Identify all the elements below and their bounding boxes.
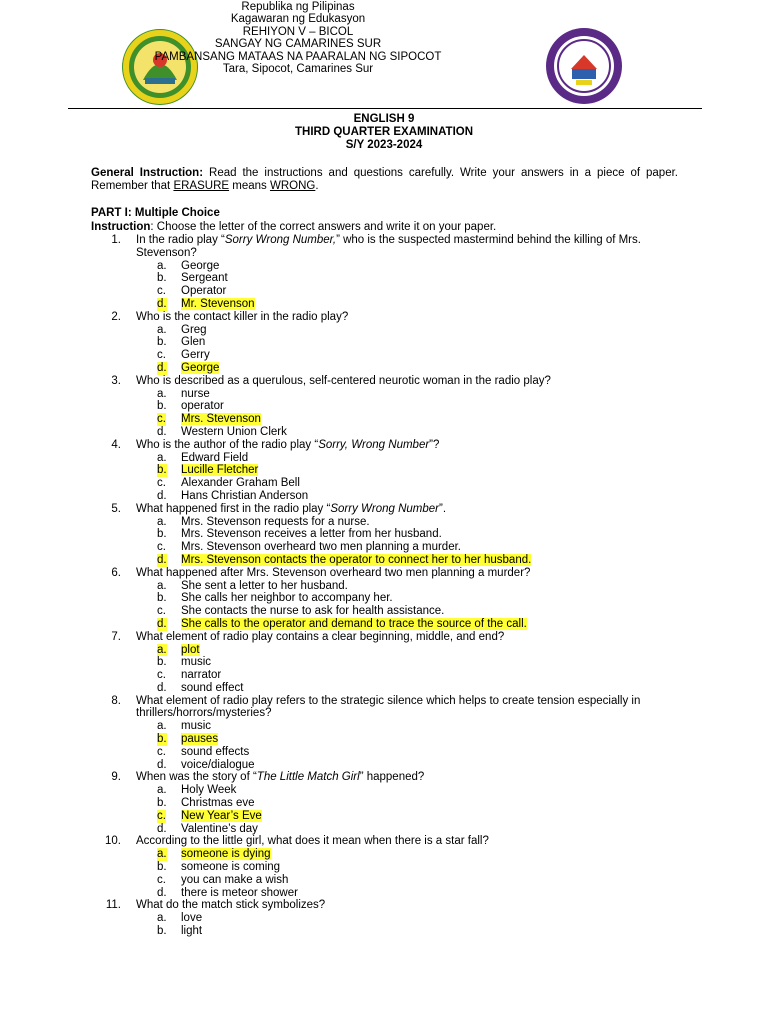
option-letter: d. — [157, 425, 167, 438]
answer-option — [91, 490, 691, 503]
erasure-word: ERASURE — [173, 180, 230, 192]
option-letter: b. — [157, 733, 167, 746]
answer-option-highlighted — [91, 362, 691, 375]
answer-option — [91, 887, 691, 900]
answer-option — [91, 720, 691, 733]
general-instruction — [91, 167, 678, 193]
question-title-italic: Sorry Wrong Number — [330, 502, 439, 515]
option-letter: c. — [157, 413, 166, 426]
option-text: Mrs. Stevenson — [181, 413, 261, 426]
option-letter: c. — [157, 669, 166, 682]
question-number: 3. — [111, 374, 121, 387]
question-4 — [91, 439, 677, 452]
question-number: 11. — [105, 899, 121, 912]
answer-option — [91, 759, 691, 772]
answer-option — [91, 580, 691, 593]
question-text: According to the little girl, what does it mean when there is a star fall? — [136, 835, 489, 848]
answer-option — [91, 541, 691, 554]
option-letter: b. — [157, 656, 167, 669]
question-text: Who is described as a querulous, self-centered neurotic woman in the radio play? — [136, 374, 551, 387]
answer-option-highlighted — [91, 733, 691, 746]
option-letter: a. — [157, 912, 167, 925]
option-text: Alexander Graham Bell — [181, 477, 300, 490]
option-letter: d. — [157, 361, 167, 374]
option-letter: a. — [157, 259, 167, 272]
option-text: She contacts the nurse to ask for health assistance. — [181, 605, 445, 618]
option-text: nurse — [181, 387, 210, 400]
answer-option — [91, 400, 691, 413]
option-text: Western Union Clerk — [181, 425, 287, 438]
option-letter: a. — [157, 720, 167, 733]
option-text: narrator — [181, 669, 222, 682]
answer-option-highlighted — [91, 298, 691, 311]
option-letter: b. — [157, 592, 167, 605]
option-letter: a. — [157, 579, 167, 592]
question-number: 7. — [111, 630, 121, 643]
question-text: Who is the author of the radio play “ — [136, 438, 319, 451]
answer-option — [91, 784, 691, 797]
option-letter: c. — [157, 285, 166, 298]
option-list — [91, 324, 691, 375]
option-letter: a. — [157, 515, 167, 528]
question-11 — [91, 899, 677, 912]
option-list — [91, 784, 691, 835]
part-1-instruction — [91, 221, 496, 234]
option-letter: b. — [157, 272, 167, 285]
option-letter: c. — [157, 541, 166, 554]
question-text-end: ” happened? — [359, 771, 425, 784]
option-text: there is meteor shower — [181, 886, 298, 899]
general-instruction-text: Read the instructions and questions carefully. Write your answers in a piece of paper. Remember that — [91, 167, 678, 192]
question-number: 6. — [111, 566, 121, 579]
answer-option — [91, 823, 691, 836]
answer-option-highlighted — [91, 464, 691, 477]
part-1-title: PART I: Multiple Choice — [91, 207, 220, 219]
answer-option-highlighted — [91, 554, 691, 567]
answer-option — [91, 861, 691, 874]
option-letter: c. — [157, 873, 166, 886]
option-letter: d. — [157, 553, 167, 566]
option-text: sound effect — [181, 681, 244, 694]
question-number: 2. — [111, 310, 121, 323]
option-text: pauses — [181, 733, 219, 746]
option-letter: a. — [157, 323, 167, 336]
option-list — [91, 912, 691, 938]
answer-option-highlighted — [91, 848, 691, 861]
letterhead — [0, 0, 768, 110]
general-instruction-end: . — [315, 180, 319, 192]
option-text: voice/dialogue — [181, 758, 255, 771]
option-text: Mrs. Stevenson requests for a nurse. — [181, 515, 370, 528]
option-list — [91, 720, 691, 771]
option-text: Lucille Fletcher — [181, 464, 259, 477]
school-seal-icon — [545, 27, 623, 105]
option-list — [91, 580, 691, 631]
answer-option — [91, 388, 691, 401]
option-text: light — [181, 925, 203, 938]
question-10 — [91, 835, 677, 848]
answer-option — [91, 605, 691, 618]
question-number: 10. — [105, 835, 121, 848]
answer-option-highlighted — [91, 413, 691, 426]
option-letter: c. — [157, 809, 166, 822]
question-text-end: ”? — [429, 438, 440, 451]
answer-option-highlighted — [91, 810, 691, 823]
question-title-italic: Sorry Wrong Number, — [224, 234, 337, 246]
option-text: Holy Week — [181, 784, 237, 797]
option-text: music — [181, 656, 212, 669]
option-letter: d. — [157, 822, 167, 835]
header-line-5: PAMBANSANG MATAAS NA PAARALAN NG SIPOCOT — [154, 50, 442, 63]
answer-option — [91, 912, 691, 925]
option-letter: d. — [157, 297, 167, 310]
option-letter: c. — [157, 477, 166, 490]
question-text-end: ”. — [438, 502, 447, 515]
answer-option — [91, 925, 691, 938]
option-text: Christmas eve — [181, 797, 255, 810]
question-number: 1. — [111, 234, 121, 246]
option-list — [91, 388, 691, 439]
option-letter: b. — [157, 400, 167, 413]
option-letter: b. — [157, 861, 167, 874]
question-6 — [91, 567, 677, 580]
option-list — [91, 452, 691, 503]
option-text: music — [181, 720, 212, 733]
question-8 — [91, 695, 677, 721]
option-letter: d. — [157, 681, 167, 694]
answer-option — [91, 874, 691, 887]
question-5 — [91, 503, 677, 516]
question-number: 4. — [111, 438, 121, 451]
question-text: What do the match stick symbolizes? — [136, 899, 326, 912]
header-line-1: Republika ng Pilipinas — [241, 1, 355, 13]
header-line-6: Tara, Sipocot, Camarines Sur — [222, 63, 374, 76]
letterhead-text — [0, 1, 596, 75]
option-text: Valentine’s day — [181, 822, 258, 835]
answer-option — [91, 682, 691, 695]
option-text: George — [181, 361, 220, 374]
question-text: What happened first in the radio play “ — [136, 502, 331, 515]
option-letter: a. — [157, 848, 167, 861]
option-letter: c. — [157, 605, 166, 618]
option-letter: d. — [157, 489, 167, 502]
answer-option — [91, 285, 691, 298]
option-list — [91, 516, 691, 567]
option-text: love — [181, 912, 203, 925]
option-letter: c. — [157, 349, 166, 362]
option-text: She calls her neighbor to accompany her. — [181, 592, 393, 605]
option-text: Gerry — [181, 349, 210, 362]
answer-option — [91, 336, 691, 349]
school-year: S/Y 2023-2024 — [345, 139, 423, 151]
question-text: What element of radio play refers to the strategic silence which helps to create tension especially in thrillers/horrors/mysteries? — [136, 694, 641, 720]
option-text: someone is dying — [181, 848, 271, 861]
instruction-label: Instruction — [91, 221, 151, 233]
option-text: sound effects — [181, 745, 250, 758]
option-letter: b. — [157, 797, 167, 810]
option-text: you can make a wish — [181, 873, 289, 886]
answer-option — [91, 452, 691, 465]
exam-title — [0, 113, 768, 152]
question-number: 8. — [111, 694, 121, 707]
answer-option — [91, 260, 691, 273]
header-line-2: Kagawaran ng Edukasyon — [230, 13, 366, 26]
option-letter: d. — [157, 758, 167, 771]
option-list — [91, 644, 691, 695]
option-text: plot — [181, 643, 200, 656]
option-letter: d. — [157, 617, 167, 630]
option-letter: c. — [157, 745, 166, 758]
answer-option — [91, 349, 691, 362]
general-instruction-label: General Instruction: — [91, 167, 204, 179]
question-7 — [91, 631, 677, 644]
question-text: What element of radio play contains a clear beginning, middle, and end? — [136, 630, 505, 643]
subject-title: ENGLISH 9 — [353, 113, 415, 125]
question-number: 9. — [111, 771, 121, 784]
answer-option — [91, 324, 691, 337]
header-line-4: SANGAY NG CAMARINES SUR — [214, 38, 382, 51]
option-letter: b. — [157, 336, 167, 349]
answer-option — [91, 746, 691, 759]
question-3 — [91, 375, 677, 388]
answer-option — [91, 592, 691, 605]
option-list — [91, 260, 691, 311]
option-letter: b. — [157, 925, 167, 938]
question-title-italic: Sorry, Wrong Number — [318, 438, 430, 451]
answer-option — [91, 272, 691, 285]
option-text: Operator — [181, 285, 227, 298]
option-text: Sergeant — [181, 272, 228, 285]
answer-option — [91, 516, 691, 529]
question-text: Who is the contact killer in the radio play? — [136, 310, 349, 323]
question-number: 5. — [111, 502, 121, 515]
question-2 — [91, 311, 677, 324]
option-text: Mrs. Stevenson receives a letter from her husband. — [181, 528, 442, 541]
option-text: New Year’s Eve — [181, 809, 262, 822]
answer-option-highlighted — [91, 618, 691, 631]
header-line-3: REHIYON V – BICOL — [242, 25, 354, 38]
answer-option — [91, 528, 691, 541]
option-text: Mr. Stevenson — [181, 297, 255, 310]
header-divider — [68, 108, 702, 109]
option-letter: a. — [157, 784, 167, 797]
answer-option — [91, 797, 691, 810]
exam-name: THIRD QUARTER EXAMINATION — [294, 126, 474, 138]
answer-option — [91, 426, 691, 439]
option-text: Hans Christian Anderson — [181, 489, 309, 502]
option-letter: a. — [157, 451, 167, 464]
question-text: In the radio play “ — [136, 234, 225, 246]
option-list — [91, 848, 691, 899]
option-text: Mrs. Stevenson overheard two men planning a murder. — [181, 541, 461, 554]
question-title-italic: The Little Match Girl — [256, 771, 360, 784]
answer-option-highlighted — [91, 644, 691, 657]
option-text: someone is coming — [181, 861, 281, 874]
answer-option — [91, 477, 691, 490]
option-text: operator — [181, 400, 224, 413]
option-letter: b. — [157, 528, 167, 541]
question-1 — [91, 234, 677, 260]
answer-option — [91, 656, 691, 669]
option-text: Glen — [181, 336, 206, 349]
option-text: George — [181, 259, 220, 272]
option-text: Greg — [181, 323, 207, 336]
question-9 — [91, 771, 677, 784]
instruction-text: : Choose the letter of the correct answers and write it on your paper. — [150, 221, 497, 233]
option-text: She calls to the operator and demand to trace the source of the call. — [181, 617, 527, 630]
question-list — [91, 234, 691, 938]
option-text: Mrs. Stevenson contacts the operator to connect her to her husband. — [181, 553, 532, 566]
option-text: Edward Field — [181, 451, 249, 464]
option-letter: d. — [157, 886, 167, 899]
means-word: means — [229, 180, 270, 192]
question-text-end: ” who is the suspected mastermind behind the killing of Mrs. Stevenson? — [136, 234, 641, 259]
option-letter: a. — [157, 387, 167, 400]
option-text: She sent a letter to her husband. — [181, 579, 348, 592]
option-letter: b. — [157, 464, 167, 477]
question-text: When was the story of “ — [136, 771, 257, 784]
wrong-word: WRONG — [269, 180, 316, 192]
question-text: What happened after Mrs. Stevenson overheard two men planning a murder? — [136, 566, 531, 579]
answer-option — [91, 669, 691, 682]
option-letter: a. — [157, 643, 167, 656]
